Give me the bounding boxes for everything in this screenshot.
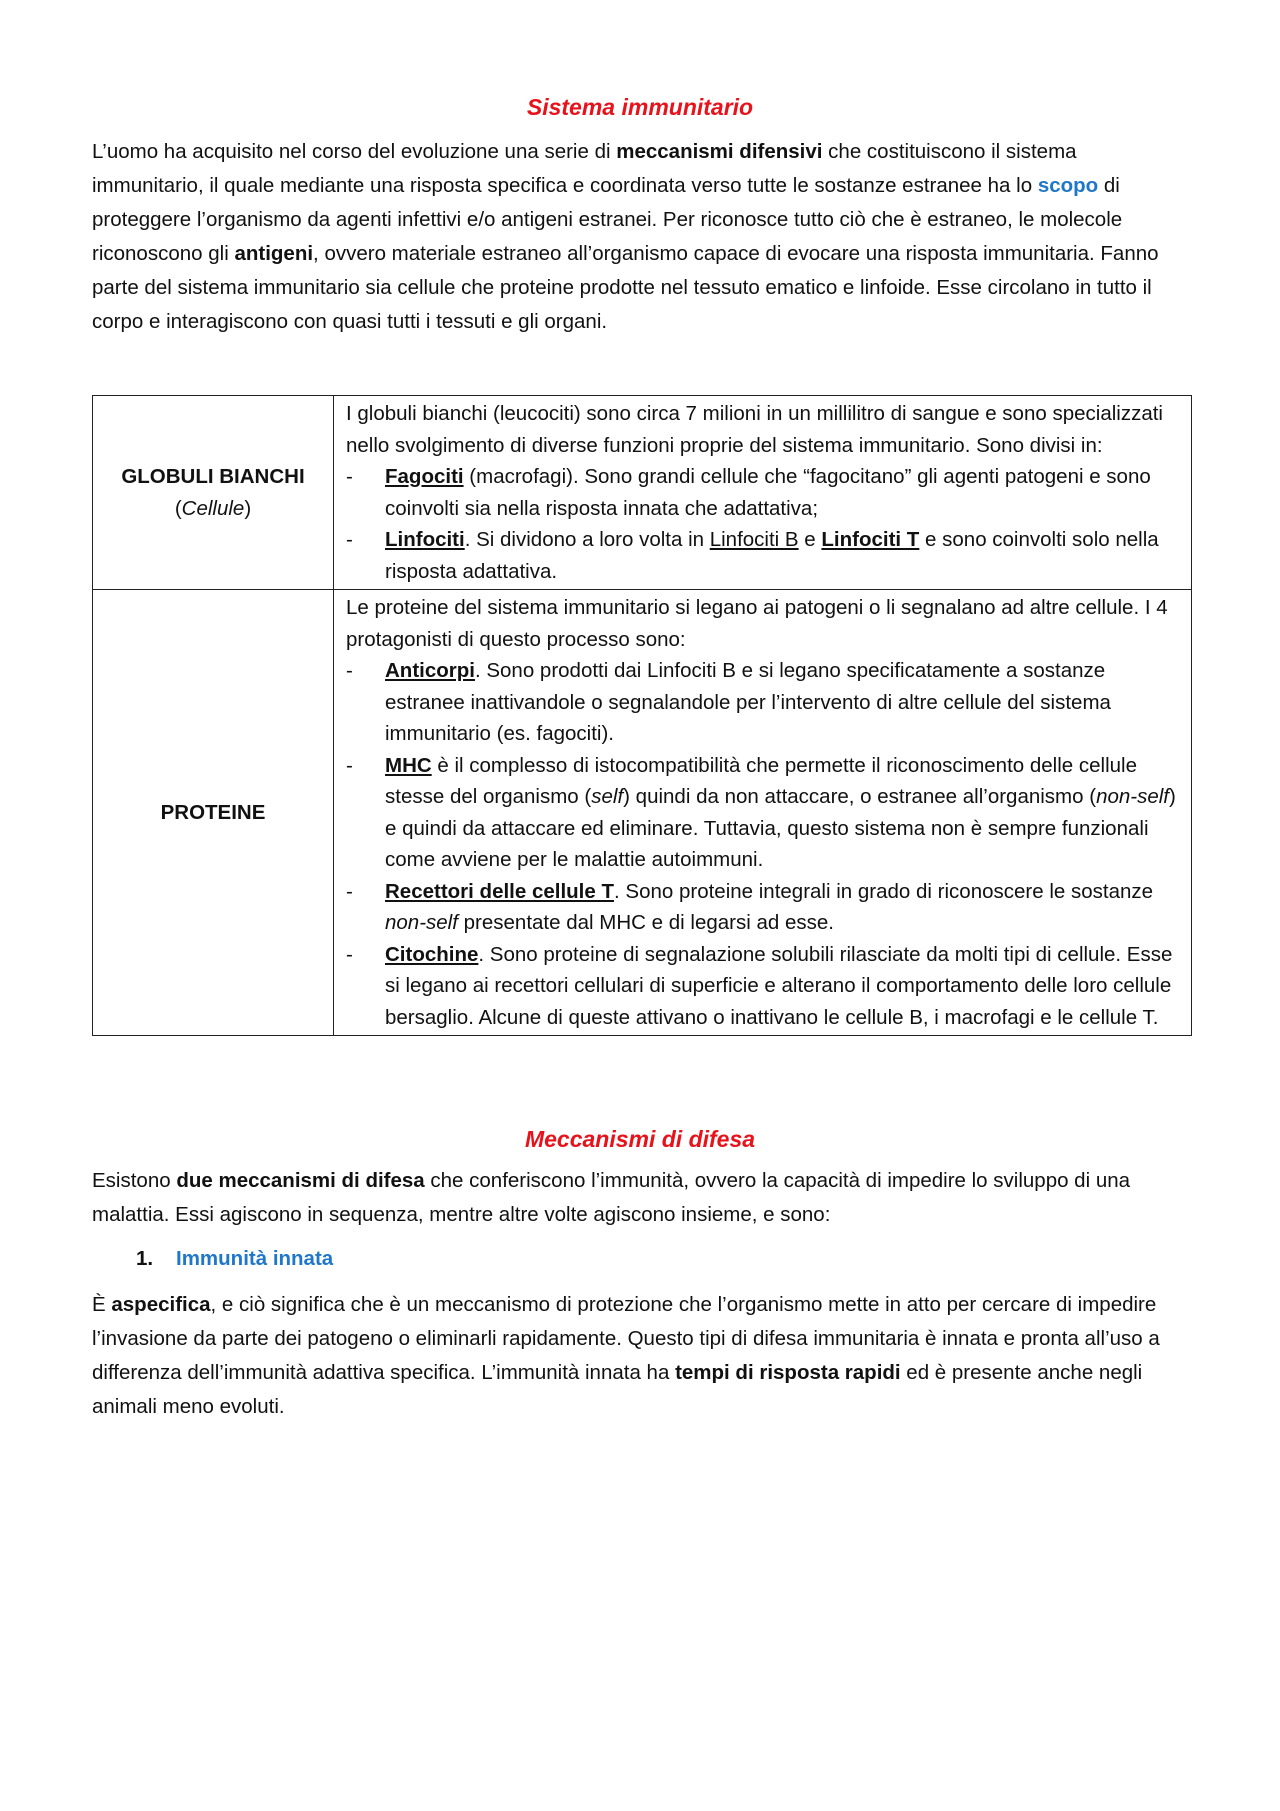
sublabel-text: Cellule xyxy=(181,496,245,520)
text: È xyxy=(92,1293,112,1316)
text: che conferiscono l’immunità, ovvero la capacità di impedire lo sviluppo di una malattia. Essi agiscono in sequenza, mentre altre volte agiscono insieme, e sono: xyxy=(92,1169,1131,1226)
term-citochine: Citochine xyxy=(385,942,479,966)
text: , e ciò significa che è un meccanismo di protezione che l’organismo mette in atto per cercare di impedire l’invasione da parte dei patogeno o eliminarli rapidamente. Questo tipi di difesa immunitaria è innata e pronta all’uso a differenza dell’immunità adattiva specifica. L’immunità innata ha xyxy=(92,1293,1160,1384)
dash-bullet: - xyxy=(346,879,353,903)
list-item-recettori xyxy=(346,876,1181,939)
row-header-label: PROTEINE xyxy=(160,800,266,824)
text: ed è presente anche negli animali meno evoluti. xyxy=(92,1361,1143,1418)
text: presentate dal MHC e di legarsi ad esse. xyxy=(457,911,834,934)
text: di proteggere l’organismo da agenti infettivi e/o antigeni estranei. Per riconosce tutto ciò che è estraneo, le molecole riconoscono gli xyxy=(92,174,1123,265)
row-header-proteine xyxy=(93,590,334,1036)
blue-term: scopo xyxy=(1037,174,1099,197)
bold-term: aspecifica xyxy=(111,1293,211,1316)
dash-bullet: - xyxy=(346,465,353,488)
paren: ( xyxy=(174,496,182,520)
text: e sono coinvolti solo nella risposta adattativa. xyxy=(385,528,1159,583)
text: . Sono proteine integrali in grado di riconoscere le sostanze xyxy=(614,879,1154,903)
list-item-text xyxy=(385,524,1181,587)
intro-paragraph xyxy=(92,135,1188,339)
term-linfociti: Linfociti xyxy=(385,528,465,551)
table-row-globuli-bianchi xyxy=(93,396,1192,590)
text: e xyxy=(798,528,822,551)
row-body-globuli-bianchi xyxy=(334,396,1192,590)
list-item-text xyxy=(385,876,1181,939)
list-item-text xyxy=(385,750,1181,876)
cell-intro: Le proteine del sistema immunitario si legano ai patogeni o li segnalano ad altre cellule. I 4 protagonisti di questo processo sono: xyxy=(346,596,1168,651)
innate-immunity-paragraph xyxy=(92,1288,1188,1424)
text: è il complesso di istocompatibilità che permette il riconoscimento delle cellule stesse del organismo ( xyxy=(385,753,1137,808)
cell-intro: I globuli bianchi (leucociti) sono circa 7 milioni in un millilitro di sangue e sono specializzati nello svolgimento di diverse funzioni proprie del sistema immunitario. Sono divisi in: xyxy=(346,402,1163,457)
dash-bullet: - xyxy=(346,659,353,682)
subheading-immunita-innata xyxy=(136,1242,1188,1276)
list-item-linfociti xyxy=(346,524,1181,587)
text: . Sono prodotti dai Linfociti B e si legano specificatamente a sostanze estranee inattivandole o segnalandole per l’intervento di altre cellule del sistema immunitario (es. fagociti). xyxy=(385,659,1111,745)
text: . Si dividono a loro volta in xyxy=(464,528,710,551)
row-body-proteine xyxy=(334,590,1192,1036)
row-header-label: GLOBULI BIANCHI xyxy=(121,465,305,488)
italic-term: non-self xyxy=(385,911,458,934)
text: . Sono proteine di segnalazione solubili rilasciate da molti tipi di cellule. Esse si legano ai recettori cellulari di superficie e alterano il comportamento delle loro cellule bersaglio. Alcune di queste attivano o inattivano le cellule B, i macrofagi e le cellule T. xyxy=(385,942,1173,1029)
bold-term: meccanismi difensivi xyxy=(616,140,823,163)
bold-term: due meccanismi di difesa xyxy=(176,1169,425,1192)
list-item-fagociti xyxy=(346,461,1181,524)
list-item-text xyxy=(385,655,1181,750)
row-header-globuli-bianchi xyxy=(93,396,334,590)
list-item-anticorpi xyxy=(346,655,1181,750)
paren: ) xyxy=(244,496,252,520)
term-mhc: MHC xyxy=(385,753,432,777)
row-header-sublabel xyxy=(99,493,327,525)
dash-bullet: - xyxy=(346,528,353,551)
list-item-mhc xyxy=(346,750,1181,876)
bold-term: antigeni xyxy=(234,242,314,265)
list-item-citochine xyxy=(346,939,1181,1034)
text: ) e quindi da attaccare ed eliminare. Tuttavia, questo sistema non è sempre funzionali come avviene per le malattie autoimmuni. xyxy=(385,785,1176,871)
dash-bullet: - xyxy=(346,942,353,966)
text: ) quindi da non attaccare, o estranee all’organismo ( xyxy=(623,785,1097,808)
defense-intro-paragraph xyxy=(92,1164,1188,1232)
bold-term: tempi di risposta rapidi xyxy=(675,1361,901,1384)
term-recettori: Recettori delle cellule T xyxy=(385,879,614,903)
section-title-sistema-immunitario: Sistema immunitario xyxy=(526,94,754,120)
italic-term: self xyxy=(591,785,624,808)
dash-bullet: - xyxy=(346,753,353,777)
text: L’uomo ha acquisito nel corso del evoluzione una serie di xyxy=(92,140,617,163)
subheading-label: Immunità innata xyxy=(176,1247,334,1270)
section-title-meccanismi-di-difesa: Meccanismi di difesa xyxy=(524,1126,756,1152)
immune-components-table xyxy=(92,395,1192,1036)
italic-term: non-self xyxy=(1096,785,1169,808)
table-row-proteine xyxy=(93,590,1192,1036)
list-number: 1. xyxy=(136,1247,154,1270)
text: , ovvero materiale estraneo all’organismo capace di evocare una risposta immunitaria. Fanno parte del sistema immunitario sia cellule che proteine prodotte nel tessuto ematico e linfoide. Esse circolano in tutto il corpo e interagiscono con quasi tutti i tessuti e gli organi. xyxy=(92,242,1159,333)
term-linfociti-b: Linfociti B xyxy=(709,528,799,551)
term-linfociti-t: Linfociti T xyxy=(821,528,920,551)
text: (macrofagi). Sono grandi cellule che “fagocitano” gli agenti patogeni e sono coinvolti sia nella risposta innata che adattativa; xyxy=(385,465,1151,520)
text: Esistono xyxy=(92,1169,177,1192)
list-item-text xyxy=(385,461,1181,524)
text: che costituiscono il sistema immunitario, il quale mediante una risposta specifica e coordinata verso tutte le sostanze estranee ha lo xyxy=(92,140,1077,197)
term-anticorpi: Anticorpi xyxy=(385,659,475,682)
term-fagociti: Fagociti xyxy=(385,465,464,488)
list-item-text xyxy=(385,939,1181,1034)
